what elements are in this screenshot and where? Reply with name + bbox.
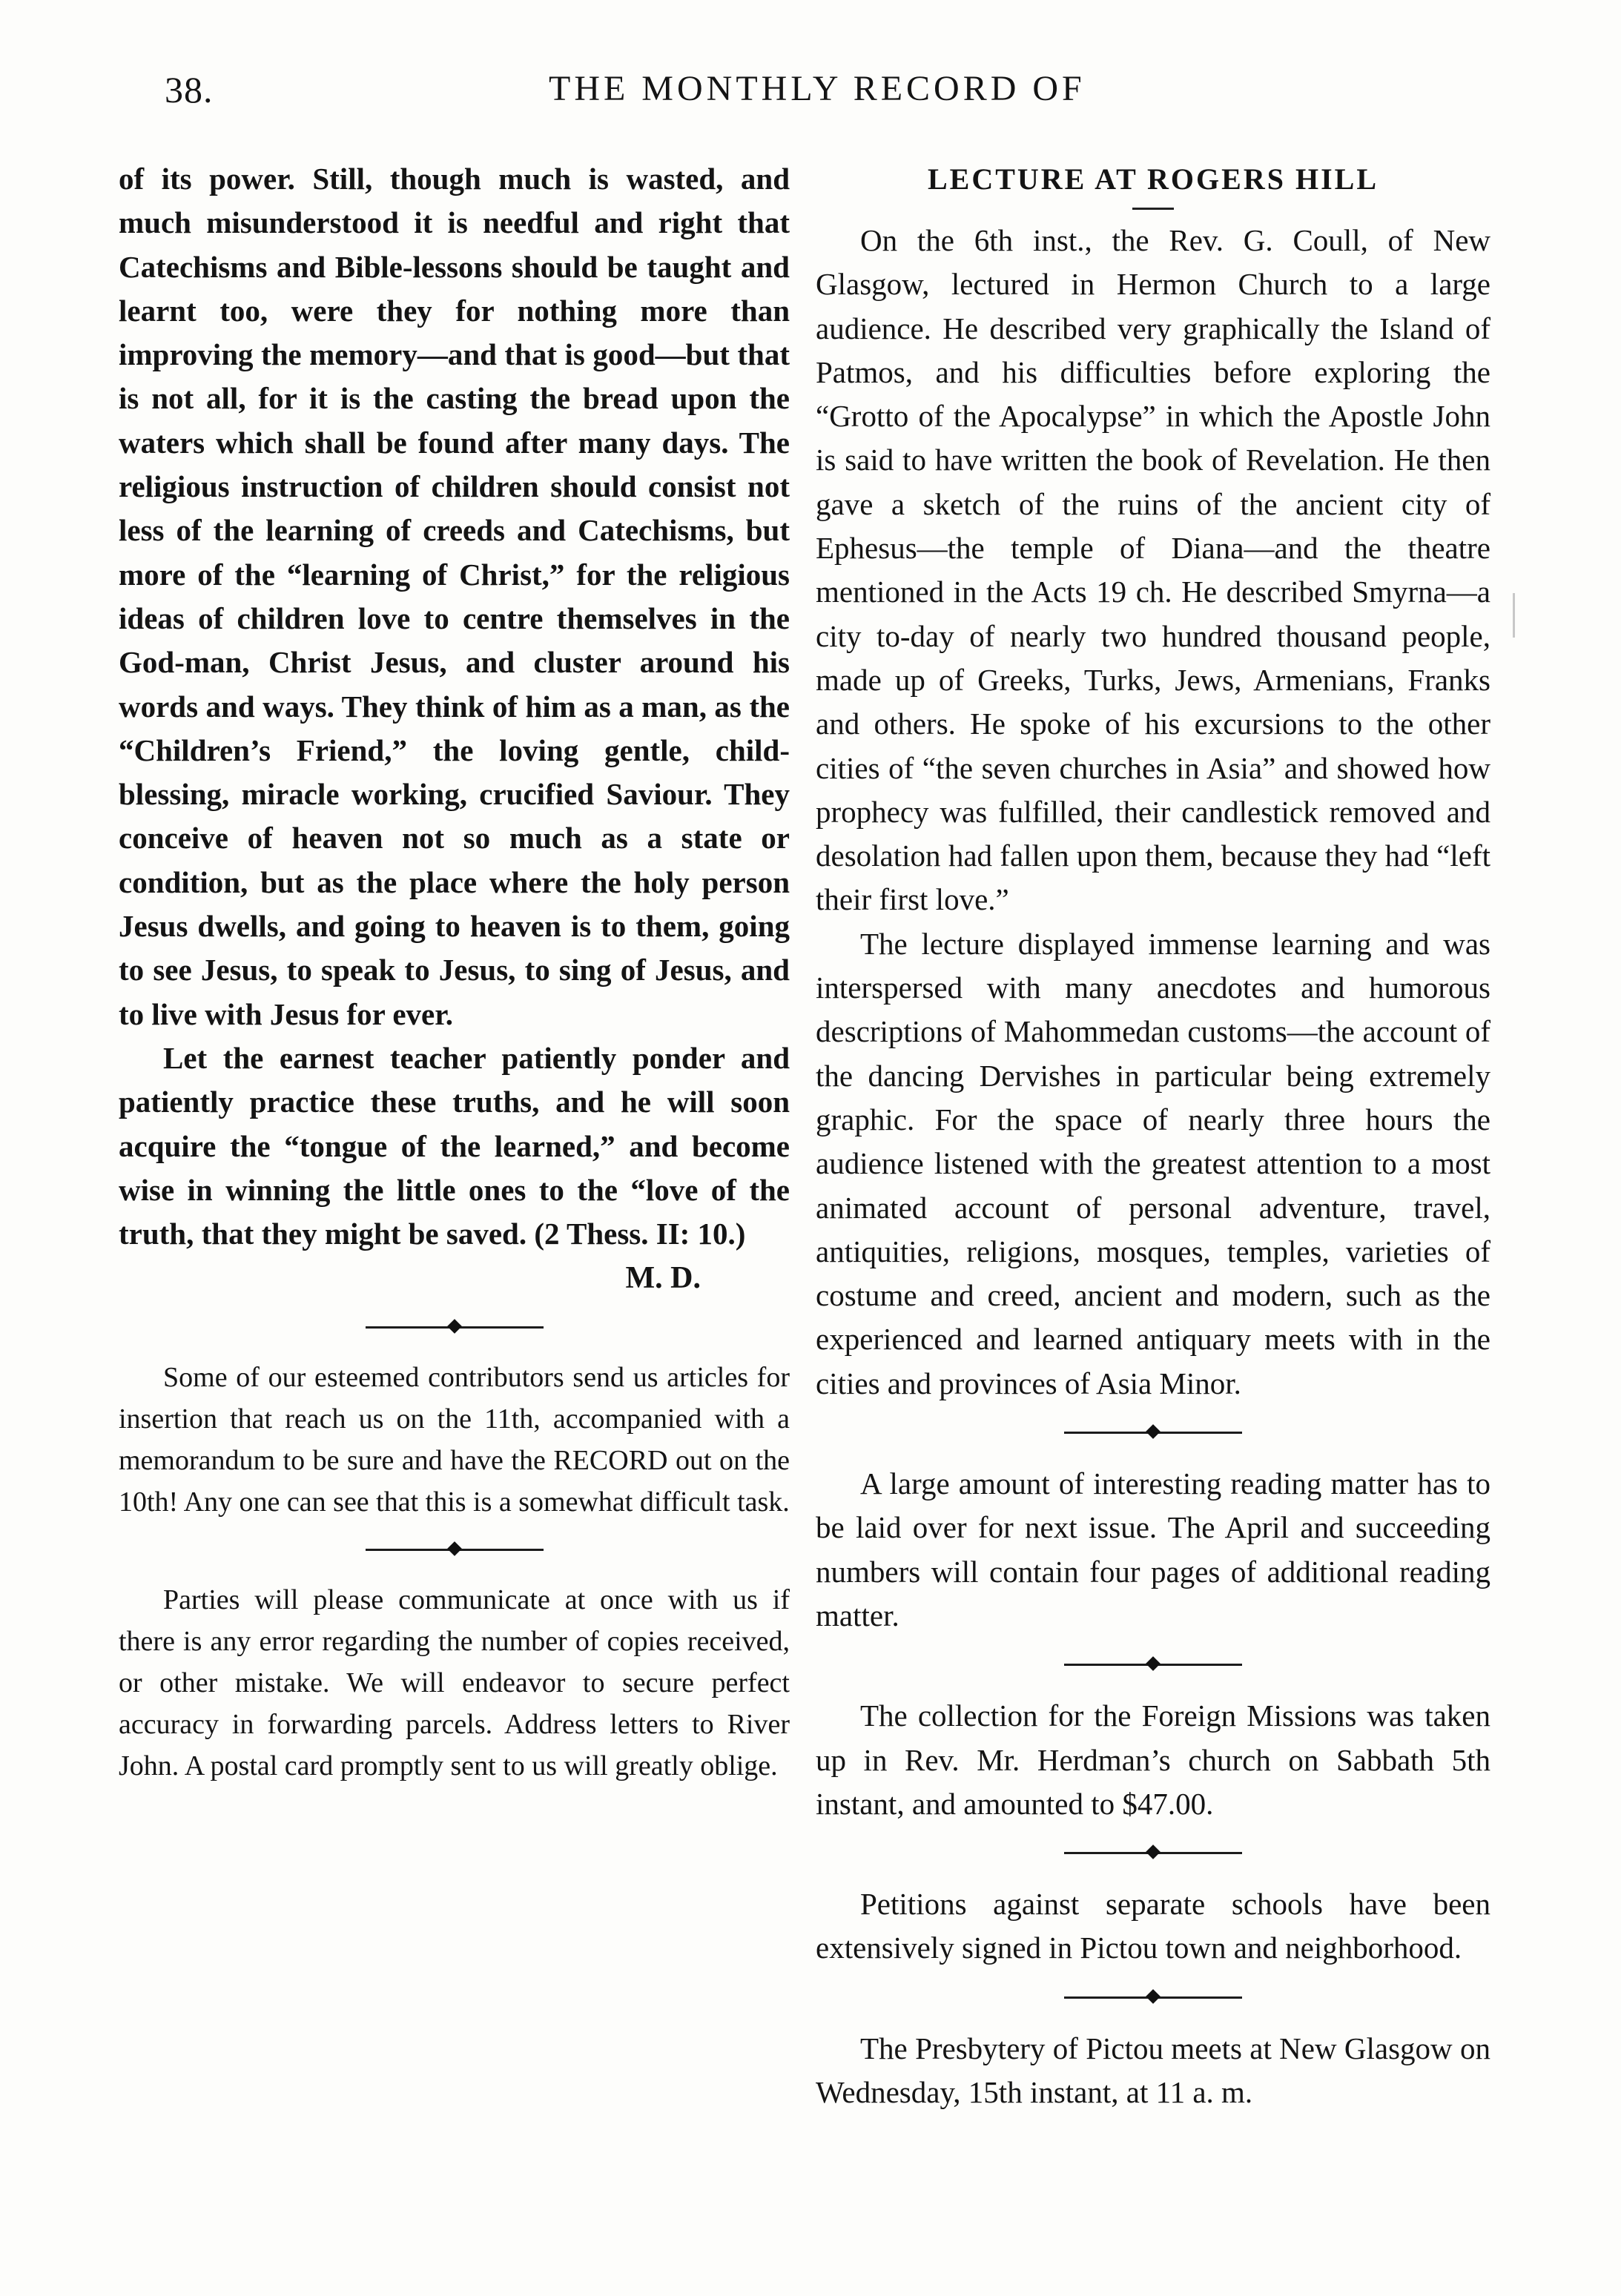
- section-divider: [1064, 1845, 1242, 1860]
- contributors-notice: Some of our esteemed contributors send us articles for insertion that reach us on the 11th, accompanied with a memorandum to be sure and have the RECORD out on the 10th! Any one can see that this is a somewhat difficult task.: [119, 1362, 790, 1518]
- lecture-summary-paragraph: The lecture displayed immense learning and was interspersed with many anecdotes and humorous descriptions of Mahommedan customs—the account of the dancing Dervishes in particular being extremely graphic. For the space of nearly three hours the audience listened with the greatest attention to a most animated account of personal adventure, travel, antiquities, religions, mosques, temples, varieties of costume and creed, ancient and modern, such as the experienced and learned antiquary meets with in the cities and provinces of Asia Minor.: [816, 926, 1490, 1400]
- right-column: [816, 157, 1490, 2114]
- margin-mark: [1513, 593, 1515, 638]
- section-divider: [366, 1542, 544, 1557]
- section-divider: [1064, 1657, 1242, 1672]
- running-head: THE MONTHLY RECORD OF: [549, 69, 1086, 108]
- left-column: [119, 157, 790, 1787]
- petitions-notice: Petitions against separate schools have been extensively signed in Pictou town and neighborhood.: [816, 1887, 1490, 1965]
- subscribers-notice: Parties will please communicate at once with us if there is any error regarding the number of copies received, or other mistake. We will endeavor to secure perfect accuracy in forwarding parcels. Address letters to River John. A postal card promptly sent to us will greatly oblige.: [119, 1584, 790, 1782]
- catechism-paragraph: of its power. Still, though much is wasted, and much misunderstood it is needful and right that Catechisms and Bible-lessons should be taught and learnt too, were they for nothing more than improving the memory—and that is good—but that is not all, for it is the casting the bread upon the waters which shall be found after many days. The religious instruction of children should consist not less of the learning of creeds and Catechisms, but more of the “learning of Christ,” for the religious ideas of children love to centre themselves in the God-man, Christ Jesus, and cluster around his words and ways. They think of him as a man, as the “Children’s Friend,” the loving gentle, child-blessing, miracle working, crucified Saviour. They conceive of heaven not so much as a state or condition, but as the place where the holy person Jesus dwells, and going to heaven is to them, going to see Jesus, to speak to Jesus, to sing of Jesus, and to live with Jesus for ever.: [119, 162, 790, 1031]
- page-number: 38.: [165, 69, 214, 110]
- lecture-heading: LECTURE AT ROGERS HILL: [927, 162, 1379, 196]
- reading-matter-notice: A large amount of interesting reading matter has to be laid over for next issue. The April and succeeding numbers will contain four pages of additional reading matter.: [816, 1466, 1490, 1632]
- foreign-missions-notice: The collection for the Foreign Missions was taken up in Rev. Mr. Herdman’s church on Sabbath 5th instant, and amounted to $47.00.: [816, 1698, 1490, 1821]
- section-divider: [1064, 1425, 1242, 1440]
- presbytery-notice: The Presbytery of Pictou meets at New Glasgow on Wednesday, 15th instant, at 11 a. m.: [816, 2031, 1490, 2109]
- section-divider: [366, 1320, 544, 1334]
- teacher-paragraph: Let the earnest teacher patiently ponder and patiently practice these truths, and he will soon acquire the “tongue of the learned,” and become wise in winning the little ones to the “love of the truth, that they might be saved. (2 Thess. II: 10.): [119, 1040, 790, 1251]
- lecture-paragraph: On the 6th inst., the Rev. G. Coull, of New Glasgow, lectured in Hermon Church to a large audience. He described very graphically the Island of Patmos, and his difficulties before exploring the “Grotto of the Apocalypse” in which the Apostle John is said to have written the book of Revelation. He then gave a sketch of the ruins of the ancient city of Ephesus—the temple of Diana—and the theatre mentioned in the Acts 19 ch. He described Smyrna—a city to-day of nearly two hundred thousand people, made up of Greeks, Turks, Jews, Armenians, Franks and others. He spoke of his excursions to the other cities of “the seven churches in Asia” and showed how prophecy was fulfilled, their candlestick removed and desolation had fallen upon them, because they had “left their first love.”: [816, 223, 1490, 917]
- page-header: [0, 68, 1621, 120]
- section-divider: [1064, 1990, 1242, 2005]
- heading-rule: [1132, 208, 1174, 210]
- author-signature: M. D.: [625, 1261, 701, 1296]
